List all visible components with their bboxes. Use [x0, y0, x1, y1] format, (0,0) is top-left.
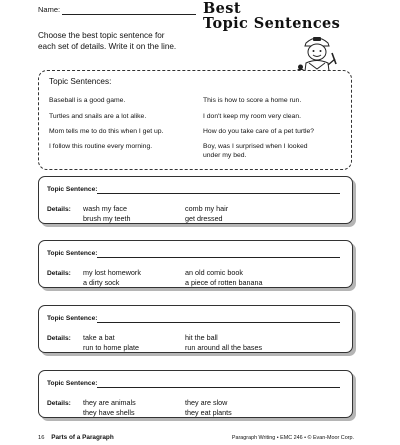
detail-item: get dressed — [185, 214, 223, 223]
name-line[interactable] — [62, 14, 196, 15]
topic-option: I follow this routine every morning. — [49, 143, 153, 150]
topic-sentence-label: Topic Sentence: — [47, 380, 98, 387]
title-line-2: Topic Sentences — [203, 15, 341, 32]
title-line-1: Best — [203, 0, 241, 17]
name-row — [38, 5, 196, 17]
page-title — [203, 1, 340, 31]
topic-sentences-heading: Topic Sentences: — [49, 77, 112, 86]
detail-item: run to home plate — [83, 343, 139, 352]
topic-option: How do you take care of a pet turtle? — [203, 128, 315, 135]
topic-sentences-box — [38, 70, 352, 170]
details-label: Details: — [47, 335, 71, 342]
detail-item: comb my hair — [185, 204, 229, 213]
page-number: 16 — [38, 435, 45, 441]
topic-option-continued: under my bed. — [203, 152, 247, 159]
instructions-line-2: each set of details. Write it on the line. — [38, 41, 177, 51]
detail-item: an old comic book — [185, 268, 243, 277]
topic-sentence-answer-line[interactable] — [97, 193, 340, 194]
footer-credit: Paragraph Writing • EMC 246 • © Evan-Moor Corp. — [231, 435, 354, 441]
name-label: Name: — [38, 5, 61, 14]
topic-option: Boy, was I surprised when I looked — [203, 143, 308, 150]
exercise-card-3 — [38, 305, 353, 353]
topic-option: This is how to score a home run. — [203, 97, 302, 104]
topic-sentence-label: Topic Sentence: — [47, 186, 98, 193]
topic-sentence-label: Topic Sentence: — [47, 250, 98, 257]
detail-item: take a bat — [83, 333, 115, 342]
topic-sentence-label: Topic Sentence: — [47, 315, 98, 322]
topic-option: Baseball is a good game. — [49, 97, 126, 104]
detail-item: a piece of rotten banana — [185, 278, 263, 287]
detail-item: brush my teeth — [83, 214, 131, 223]
topic-option: Turtles and snails are a lot alike. — [49, 113, 147, 120]
detail-item: they eat plants — [185, 408, 232, 417]
topic-option: Mom tells me to do this when I get up. — [49, 128, 164, 135]
detail-item: they are slow — [185, 398, 228, 407]
topic-option: I don't keep my room very clean. — [203, 113, 302, 120]
exercise-card-1 — [38, 176, 353, 224]
detail-item: hit the ball — [185, 333, 218, 342]
details-label: Details: — [47, 270, 71, 277]
instructions-line-1: Choose the best topic sentence for — [38, 31, 165, 40]
detail-item: a dirty sock — [83, 278, 120, 287]
details-label: Details: — [47, 206, 71, 213]
section-title: Parts of a Paragraph — [51, 434, 114, 441]
detail-item: my lost homework — [83, 268, 141, 277]
detail-item: run around all the bases — [185, 343, 263, 352]
exercise-card-2 — [38, 240, 353, 288]
footer-left — [38, 434, 114, 441]
exercise-card-4 — [38, 370, 353, 418]
instructions — [38, 31, 203, 52]
detail-item: wash my face — [83, 204, 127, 213]
detail-item: they have shells — [83, 408, 135, 417]
topic-sentence-answer-line[interactable] — [97, 322, 340, 323]
topic-sentence-answer-line[interactable] — [97, 257, 340, 258]
topic-sentence-answer-line[interactable] — [97, 387, 340, 388]
details-label: Details: — [47, 400, 71, 407]
detail-item: they are animals — [83, 398, 136, 407]
